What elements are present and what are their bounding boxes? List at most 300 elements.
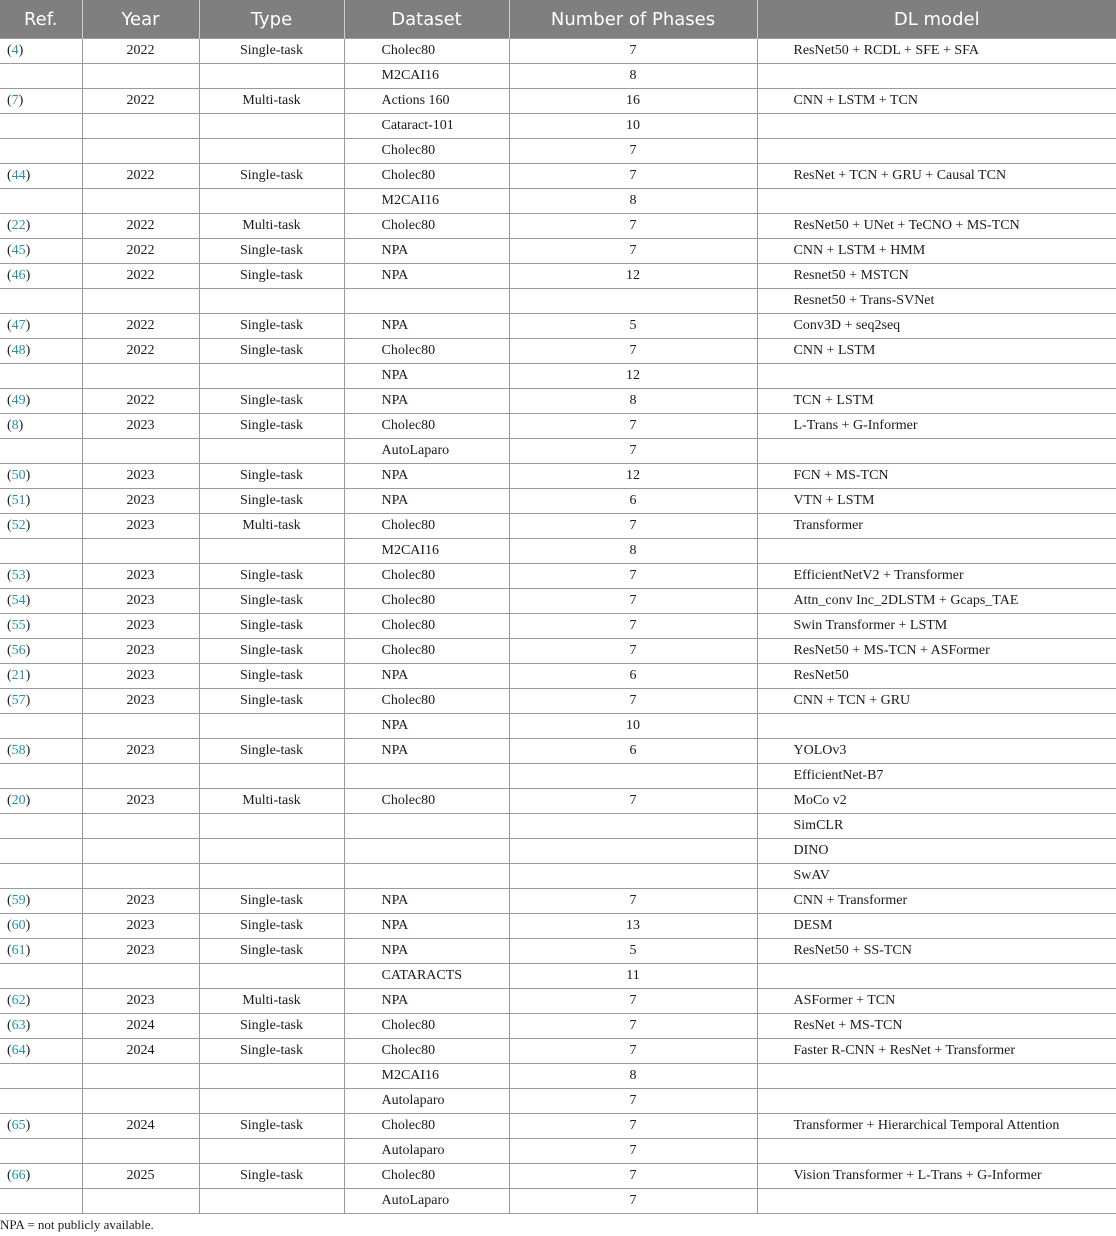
ref-paren-open: (	[7, 243, 12, 258]
dataset-cell: NPA	[344, 714, 509, 739]
model-cell: ResNet50 + RCDL + SFE + SFA	[757, 39, 1116, 64]
ref-cell	[0, 114, 82, 139]
type-cell: Multi-task	[199, 89, 344, 114]
phases-cell: 7	[509, 889, 757, 914]
type-cell	[199, 114, 344, 139]
table-row	[0, 339, 1116, 364]
model-cell: ResNet + MS-TCN	[757, 1014, 1116, 1039]
table-row	[0, 964, 1116, 989]
dataset-cell: NPA	[344, 364, 509, 389]
ref-paren-close: )	[25, 943, 31, 958]
ref-cell	[0, 889, 82, 914]
ref-paren-close: )	[25, 343, 31, 358]
ref-paren-open: (	[7, 418, 12, 433]
model-cell: CNN + LSTM + TCN	[757, 89, 1116, 114]
type-cell: Single-task	[199, 314, 344, 339]
ref-link[interactable]: 56	[11, 643, 26, 658]
model-cell: Resnet50 + Trans-SVNet	[757, 289, 1116, 314]
table-row	[0, 489, 1116, 514]
ref-paren-open: (	[7, 918, 12, 933]
ref-link[interactable]: 65	[11, 1118, 26, 1133]
ref-link[interactable]: 64	[11, 1043, 26, 1058]
ref-cell	[0, 864, 82, 889]
ref-cell	[0, 939, 82, 964]
phases-cell: 13	[509, 914, 757, 939]
ref-paren-open: (	[7, 93, 12, 108]
ref-cell	[0, 364, 82, 389]
phases-cell: 7	[509, 564, 757, 589]
ref-link[interactable]: 44	[11, 168, 26, 183]
ref-link[interactable]: 7	[11, 93, 19, 108]
type-cell: Single-task	[199, 1164, 344, 1189]
ref-paren-open: (	[7, 468, 12, 483]
ref-paren-close: )	[25, 393, 31, 408]
ref-link[interactable]: 66	[11, 1168, 26, 1183]
dataset-cell: Cholec80	[344, 214, 509, 239]
table-row	[0, 539, 1116, 564]
type-cell: Multi-task	[199, 214, 344, 239]
dataset-cell: Autolaparo	[344, 1089, 509, 1114]
year-cell	[82, 1089, 199, 1114]
dataset-cell: NPA	[344, 239, 509, 264]
table-row	[0, 389, 1116, 414]
year-cell	[82, 64, 199, 89]
dataset-cell: NPA	[344, 889, 509, 914]
ref-paren-close: )	[25, 618, 31, 633]
ref-paren-close: )	[25, 168, 31, 183]
model-cell: ASFormer + TCN	[757, 989, 1116, 1014]
year-cell: 2024	[82, 1014, 199, 1039]
dataset-cell: Cholec80	[344, 689, 509, 714]
type-cell	[199, 1139, 344, 1164]
ref-paren-close: )	[25, 493, 31, 508]
ref-link[interactable]: 63	[11, 1018, 26, 1033]
ref-cell	[0, 589, 82, 614]
dataset-cell: NPA	[344, 389, 509, 414]
model-cell: Transformer	[757, 514, 1116, 539]
phases-cell: 7	[509, 1089, 757, 1114]
dataset-cell: NPA	[344, 739, 509, 764]
dataset-cell: Cholec80	[344, 639, 509, 664]
model-cell	[757, 139, 1116, 164]
ref-paren-close: )	[25, 793, 31, 808]
model-cell: CNN + Transformer	[757, 889, 1116, 914]
table-row	[0, 464, 1116, 489]
ref-link[interactable]: 54	[11, 593, 26, 608]
header-phases: Number of Phases	[509, 0, 757, 39]
ref-cell	[0, 189, 82, 214]
ref-cell	[0, 614, 82, 639]
table-row	[0, 689, 1116, 714]
phases-cell: 7	[509, 989, 757, 1014]
year-cell	[82, 839, 199, 864]
year-cell	[82, 289, 199, 314]
ref-cell	[0, 564, 82, 589]
dataset-cell: Cholec80	[344, 1039, 509, 1064]
year-cell: 2022	[82, 239, 199, 264]
table-row	[0, 939, 1116, 964]
model-cell: Vision Transformer + L-Trans + G-Informer	[757, 1164, 1116, 1189]
table-row	[0, 289, 1116, 314]
type-cell: Single-task	[199, 664, 344, 689]
type-cell	[199, 364, 344, 389]
model-cell: FCN + MS-TCN	[757, 464, 1116, 489]
phases-cell: 7	[509, 164, 757, 189]
table-row	[0, 89, 1116, 114]
dataset-cell: Cholec80	[344, 564, 509, 589]
model-cell: CNN + LSTM + HMM	[757, 239, 1116, 264]
type-cell	[199, 189, 344, 214]
type-cell: Single-task	[199, 939, 344, 964]
model-cell	[757, 114, 1116, 139]
year-cell: 2023	[82, 914, 199, 939]
ref-cell	[0, 814, 82, 839]
ref-paren-close: )	[25, 318, 31, 333]
year-cell: 2023	[82, 889, 199, 914]
ref-paren-close: )	[25, 468, 31, 483]
year-cell	[82, 864, 199, 889]
year-cell: 2023	[82, 489, 199, 514]
year-cell	[82, 1139, 199, 1164]
phases-cell	[509, 839, 757, 864]
ref-link[interactable]: 51	[11, 493, 26, 508]
ref-cell	[0, 1039, 82, 1064]
year-cell	[82, 439, 199, 464]
ref-link[interactable]: 49	[11, 393, 26, 408]
type-cell: Single-task	[199, 164, 344, 189]
phases-cell: 7	[509, 514, 757, 539]
dataset-cell: Cholec80	[344, 414, 509, 439]
year-cell: 2023	[82, 739, 199, 764]
dataset-cell: Cholec80	[344, 139, 509, 164]
phases-cell: 6	[509, 489, 757, 514]
phases-cell	[509, 814, 757, 839]
ref-paren-close: )	[18, 93, 24, 108]
year-cell: 2022	[82, 389, 199, 414]
phases-cell: 7	[509, 789, 757, 814]
ref-cell	[0, 314, 82, 339]
type-cell: Single-task	[199, 389, 344, 414]
table-row	[0, 664, 1116, 689]
dataset-cell: Cholec80	[344, 339, 509, 364]
year-cell	[82, 714, 199, 739]
model-cell: SwAV	[757, 864, 1116, 889]
year-cell	[82, 539, 199, 564]
ref-cell	[0, 739, 82, 764]
phases-cell: 8	[509, 1064, 757, 1089]
type-cell: Single-task	[199, 739, 344, 764]
phases-cell: 7	[509, 414, 757, 439]
ref-paren-close: )	[25, 743, 31, 758]
type-cell: Single-task	[199, 639, 344, 664]
ref-link[interactable]: 58	[11, 743, 26, 758]
table-row	[0, 989, 1116, 1014]
ref-link[interactable]: 53	[11, 568, 26, 583]
ref-cell	[0, 714, 82, 739]
ref-paren-open: (	[7, 943, 12, 958]
ref-paren-open: (	[7, 43, 12, 58]
year-cell: 2022	[82, 314, 199, 339]
ref-link[interactable]: 48	[11, 343, 26, 358]
ref-paren-close: )	[18, 418, 24, 433]
model-cell	[757, 714, 1116, 739]
ref-paren-close: )	[25, 918, 31, 933]
type-cell: Single-task	[199, 489, 344, 514]
type-cell	[199, 64, 344, 89]
phases-cell: 7	[509, 589, 757, 614]
dataset-cell: M2CAI16	[344, 64, 509, 89]
ref-paren-open: (	[7, 618, 12, 633]
phases-cell: 7	[509, 639, 757, 664]
phases-cell: 7	[509, 1164, 757, 1189]
ref-paren-open: (	[7, 993, 12, 1008]
ref-cell	[0, 289, 82, 314]
table-row	[0, 814, 1116, 839]
ref-link[interactable]: 55	[11, 618, 26, 633]
year-cell: 2023	[82, 614, 199, 639]
phases-cell: 12	[509, 364, 757, 389]
type-cell	[199, 139, 344, 164]
dataset-cell: NPA	[344, 914, 509, 939]
phases-cell: 5	[509, 314, 757, 339]
phases-cell: 7	[509, 39, 757, 64]
ref-link[interactable]: 57	[11, 693, 26, 708]
ref-link[interactable]: 46	[11, 268, 26, 283]
ref-link[interactable]: 60	[11, 918, 26, 933]
ref-link[interactable]: 21	[11, 668, 26, 683]
type-cell	[199, 764, 344, 789]
ref-paren-close: )	[25, 518, 31, 533]
year-cell	[82, 764, 199, 789]
ref-link[interactable]: 45	[11, 243, 26, 258]
year-cell: 2022	[82, 339, 199, 364]
model-cell: Conv3D + seq2seq	[757, 314, 1116, 339]
phases-cell: 7	[509, 139, 757, 164]
phases-cell: 5	[509, 939, 757, 964]
ref-link[interactable]: 8	[11, 418, 19, 433]
ref-paren-close: )	[25, 243, 31, 258]
ref-cell	[0, 1064, 82, 1089]
model-cell: Transformer + Hierarchical Temporal Attention	[757, 1114, 1116, 1139]
model-cell: ResNet + TCN + GRU + Causal TCN	[757, 164, 1116, 189]
ref-cell	[0, 264, 82, 289]
type-cell: Single-task	[199, 1014, 344, 1039]
year-cell: 2023	[82, 589, 199, 614]
ref-paren-close: )	[25, 693, 31, 708]
ref-link[interactable]: 47	[11, 318, 26, 333]
model-cell	[757, 1139, 1116, 1164]
ref-paren-close: )	[25, 1043, 31, 1058]
year-cell: 2023	[82, 664, 199, 689]
year-cell	[82, 364, 199, 389]
type-cell	[199, 439, 344, 464]
model-cell	[757, 1089, 1116, 1114]
dataset-cell: Cholec80	[344, 1014, 509, 1039]
ref-cell	[0, 514, 82, 539]
type-cell: Single-task	[199, 414, 344, 439]
model-cell	[757, 1064, 1116, 1089]
type-cell	[199, 864, 344, 889]
type-cell	[199, 714, 344, 739]
phases-cell: 7	[509, 614, 757, 639]
table-row	[0, 114, 1116, 139]
table-row	[0, 1139, 1116, 1164]
table-row	[0, 1114, 1116, 1139]
type-cell: Single-task	[199, 239, 344, 264]
ref-paren-close: )	[25, 1018, 31, 1033]
phases-cell: 6	[509, 664, 757, 689]
model-cell: L-Trans + G-Informer	[757, 414, 1116, 439]
table-row	[0, 239, 1116, 264]
type-cell	[199, 289, 344, 314]
table-row	[0, 889, 1116, 914]
ref-paren-close: )	[25, 893, 31, 908]
ref-paren-close: )	[25, 268, 31, 283]
model-cell	[757, 964, 1116, 989]
year-cell: 2022	[82, 39, 199, 64]
table-row	[0, 739, 1116, 764]
model-cell: Swin Transformer + LSTM	[757, 614, 1116, 639]
table-row	[0, 314, 1116, 339]
phases-cell: 8	[509, 539, 757, 564]
ref-link[interactable]: 22	[11, 218, 26, 233]
year-cell: 2023	[82, 639, 199, 664]
ref-cell	[0, 89, 82, 114]
ref-cell	[0, 64, 82, 89]
model-cell: Resnet50 + MSTCN	[757, 264, 1116, 289]
phases-cell	[509, 764, 757, 789]
table-body	[0, 39, 1116, 1214]
table-row	[0, 139, 1116, 164]
model-cell	[757, 439, 1116, 464]
dataset-cell: NPA	[344, 314, 509, 339]
ref-cell	[0, 914, 82, 939]
dataset-cell	[344, 764, 509, 789]
ref-cell	[0, 1114, 82, 1139]
ref-link[interactable]: 4	[11, 43, 19, 58]
ref-paren-open: (	[7, 493, 12, 508]
model-cell: EfficientNetV2 + Transformer	[757, 564, 1116, 589]
header-dataset: Dataset	[344, 0, 509, 39]
type-cell: Single-task	[199, 339, 344, 364]
table-row	[0, 39, 1116, 64]
model-cell	[757, 64, 1116, 89]
table-row	[0, 714, 1116, 739]
ref-link[interactable]: 61	[11, 943, 26, 958]
year-cell: 2024	[82, 1114, 199, 1139]
dataset-cell: Cholec80	[344, 164, 509, 189]
dataset-cell	[344, 814, 509, 839]
dataset-cell	[344, 289, 509, 314]
phases-cell: 7	[509, 214, 757, 239]
model-cell	[757, 364, 1116, 389]
model-cell: DESM	[757, 914, 1116, 939]
table-row	[0, 639, 1116, 664]
model-cell: YOLOv3	[757, 739, 1116, 764]
dataset-cell: Cholec80	[344, 1164, 509, 1189]
model-cell: ResNet50 + UNet + TeCNO + MS-TCN	[757, 214, 1116, 239]
phases-cell: 7	[509, 1014, 757, 1039]
year-cell: 2022	[82, 214, 199, 239]
footnote: NPA = not publicly available.	[0, 1217, 154, 1232]
phases-cell	[509, 289, 757, 314]
ref-link[interactable]: 59	[11, 893, 26, 908]
phases-cell: 11	[509, 964, 757, 989]
ref-cell	[0, 764, 82, 789]
dataset-cell: Cholec80	[344, 614, 509, 639]
model-cell	[757, 1189, 1116, 1214]
model-cell: Faster R-CNN + ResNet + Transformer	[757, 1039, 1116, 1064]
header-ref: Ref.	[0, 0, 82, 39]
year-cell: 2022	[82, 264, 199, 289]
ref-paren-open: (	[7, 318, 12, 333]
phases-cell: 7	[509, 689, 757, 714]
table-row	[0, 264, 1116, 289]
ref-cell	[0, 489, 82, 514]
table-row	[0, 764, 1116, 789]
model-cell: CNN + TCN + GRU	[757, 689, 1116, 714]
ref-link[interactable]: 52	[11, 518, 26, 533]
ref-paren-open: (	[7, 518, 12, 533]
ref-link[interactable]: 20	[11, 793, 26, 808]
year-cell: 2023	[82, 939, 199, 964]
model-cell: SimCLR	[757, 814, 1116, 839]
header-type: Type	[199, 0, 344, 39]
ref-cell	[0, 164, 82, 189]
year-cell	[82, 139, 199, 164]
phases-cell: 16	[509, 89, 757, 114]
ref-paren-open: (	[7, 793, 12, 808]
ref-cell	[0, 1164, 82, 1189]
model-cell: VTN + LSTM	[757, 489, 1116, 514]
model-cell: ResNet50	[757, 664, 1116, 689]
ref-cell	[0, 689, 82, 714]
table-row	[0, 364, 1116, 389]
phases-cell: 7	[509, 339, 757, 364]
ref-paren-open: (	[7, 568, 12, 583]
ref-cell	[0, 139, 82, 164]
dataset-cell: Autolaparo	[344, 1139, 509, 1164]
phases-cell: 7	[509, 239, 757, 264]
model-cell: TCN + LSTM	[757, 389, 1116, 414]
ref-paren-open: (	[7, 1168, 12, 1183]
ref-paren-open: (	[7, 1043, 12, 1058]
ref-paren-open: (	[7, 343, 12, 358]
table-row	[0, 514, 1116, 539]
ref-paren-open: (	[7, 393, 12, 408]
year-cell: 2023	[82, 689, 199, 714]
phases-cell: 12	[509, 264, 757, 289]
ref-link[interactable]: 62	[11, 993, 26, 1008]
type-cell	[199, 814, 344, 839]
year-cell: 2022	[82, 89, 199, 114]
type-cell	[199, 839, 344, 864]
ref-cell	[0, 789, 82, 814]
year-cell: 2023	[82, 564, 199, 589]
phases-cell: 8	[509, 64, 757, 89]
ref-link[interactable]: 50	[11, 468, 26, 483]
model-cell	[757, 189, 1116, 214]
type-cell	[199, 1089, 344, 1114]
model-cell: EfficientNet-B7	[757, 764, 1116, 789]
year-cell	[82, 1064, 199, 1089]
type-cell	[199, 964, 344, 989]
type-cell: Single-task	[199, 39, 344, 64]
ref-paren-close: )	[25, 643, 31, 658]
phases-cell: 7	[509, 439, 757, 464]
table-row	[0, 214, 1116, 239]
year-cell: 2024	[82, 1039, 199, 1064]
